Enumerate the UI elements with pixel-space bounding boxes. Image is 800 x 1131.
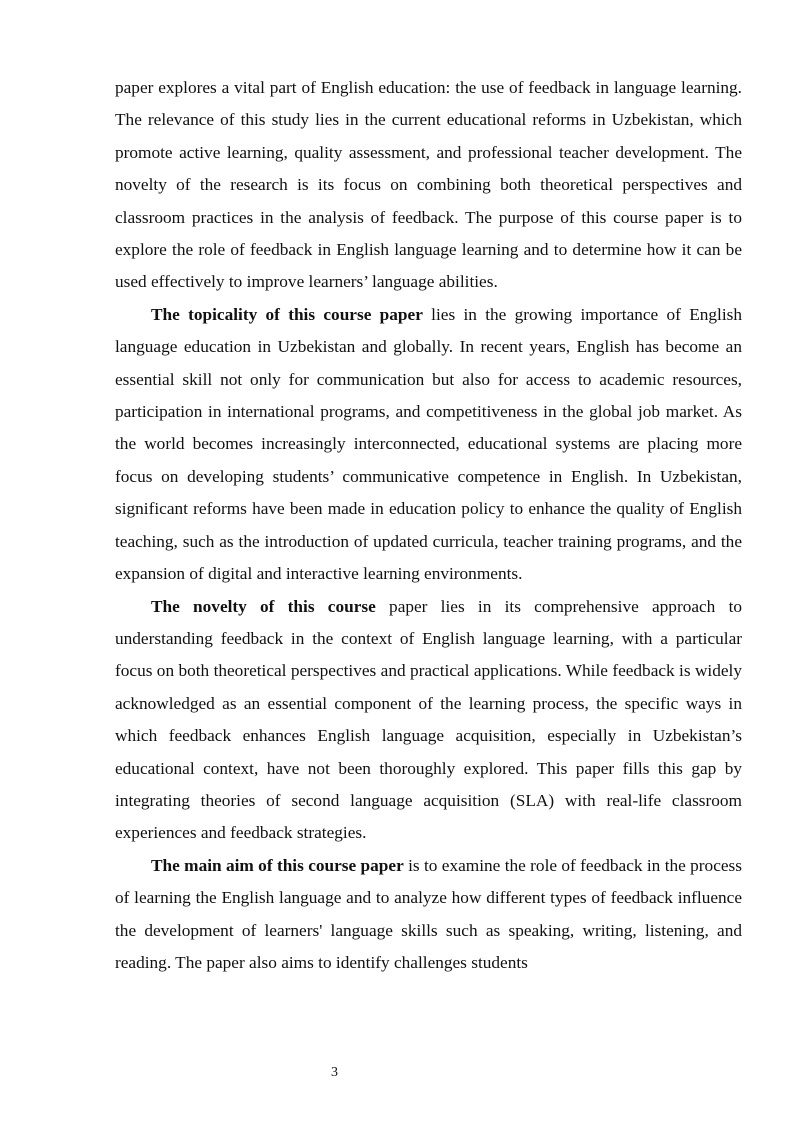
- paragraph-text: paper lies in its comprehensive approach to understanding feedback in the context of English language learning, with a particular focus on both theoretical perspectives and practical applications. While feedback is widely acknowledged as an essential component of the learning process, the specific ways in which feedback enhances English language acquisition, especially in Uzbekistan’s educational context, have not been thoroughly explored. This paper fills this gap by integrating theories of second language acquisition (SLA) with real-life classroom experiences and feedback strategies.: [115, 596, 743, 843]
- page-number-text: 3: [331, 1065, 338, 1080]
- document-page: [115, 72, 742, 979]
- paragraph-novelty: [115, 591, 742, 850]
- paragraph-main-aim: [115, 850, 742, 980]
- paragraph-topicality: [115, 299, 742, 591]
- paragraph-text: lies in the growing importance of English language education in Uzbekistan and globally. In recent years, English has become an essential skill not only for communication but also for access to academic resources, participation in international programs, and competitiveness in the global job market. As the world becomes increasingly interconnected, educational systems are placing more focus on developing students’ communicative competence in English. In Uzbekistan, significant reforms have been made in education policy to enhance the quality of English teaching, such as the introduction of updated curricula, teacher training programs, and the expansion of digital and interactive learning environments.: [115, 304, 743, 584]
- paragraph-heading-main-aim: The main aim of this course paper: [151, 855, 404, 875]
- paragraph-continuation: [115, 72, 742, 299]
- paragraph-text: is to examine the role of feedback in the process of learning the English language and to analyze how different types of feedback influence the development of learners' language skills such as speaking, writing, listening, and reading. The paper also aims to identify challenges students: [115, 855, 742, 972]
- paragraph-heading-novelty: The novelty of this course: [151, 596, 376, 616]
- paragraph-heading-topicality: The topicality of this course paper: [151, 304, 423, 324]
- paragraph-text: paper explores a vital part of English education: the use of feedback in language learning. The relevance of this study lies in the current educational reforms in Uzbekistan, which promote active learning, quality assessment, and professional teacher development. The novelty of the research is its focus on combining both theoretical perspectives and classroom practices in the analysis of feedback. The purpose of this course paper is to explore the role of feedback in English language learning and to determine how it can be used effectively to improve learners’ language abilities.: [115, 78, 742, 292]
